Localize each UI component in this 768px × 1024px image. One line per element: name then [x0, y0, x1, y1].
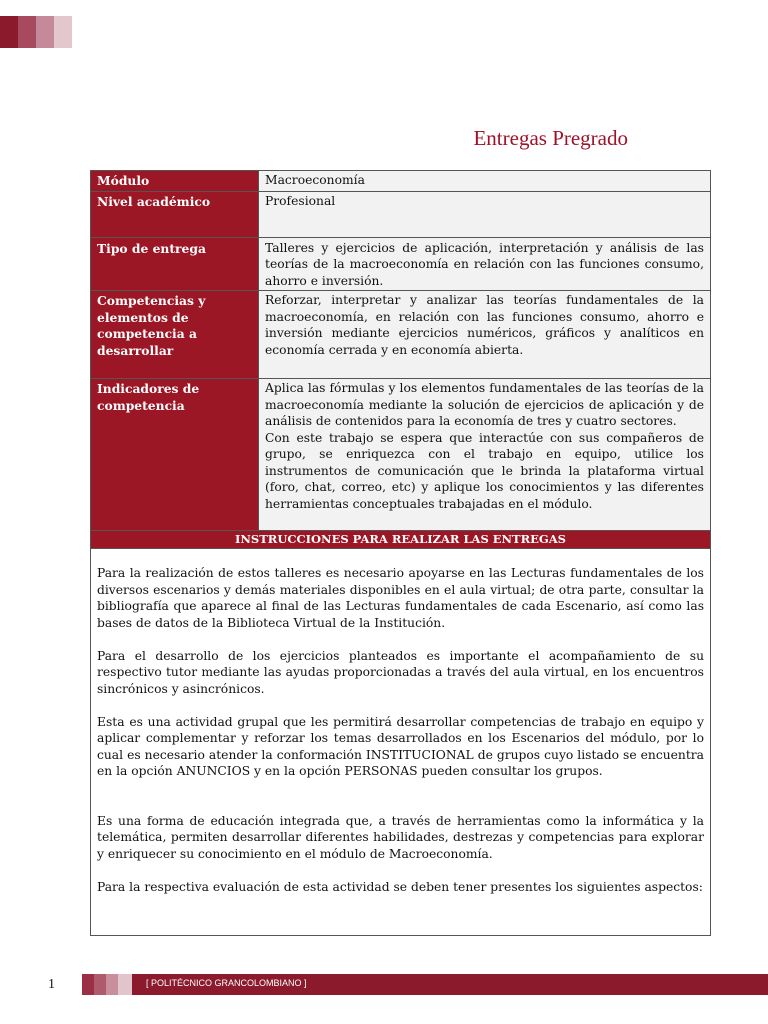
instruction-paragraph: Esta es una actividad grupal que les permitirá desarrollar competencias de trabajo en equipo y aplicar complementar y reforzar los temas desarrollados en los Escenarios del módulo, por lo cual es necesario atender la conformación INSTITUCIONAL de grupos cuyo listado se encuentra en la opción ANUNCIOS y en la opción PERSONAS pueden consultar los grupos.	[97, 714, 704, 778]
row-label-nivel: Nivel académico	[91, 191, 259, 237]
header-square-3	[36, 16, 54, 48]
row-value-tipo: Talleres y ejercicios de aplicación, interpretación y análisis de las teorías de la macroeconomía en relación con las funciones consumo, ahorro e inversión.	[259, 237, 711, 291]
row-value-indicadores	[259, 379, 711, 531]
row-value-nivel: Profesional	[259, 191, 711, 237]
indicadores-paragraph-2: Con este trabajo se espera que interactúe con sus compañeros de grupo, se enriquezca con el trabajo en equipo, utilice los instrumentos de comunicación que le brinda la plataforma virtual (foro, chat, correo, etc) y aplique los conocimientos y las diferentes herramientas conceptuales trabajadas en el módulo.	[265, 430, 704, 511]
institution-label: [ POLITÉCNICO GRANCOLOMBIANO ]	[146, 978, 307, 988]
header-square-2	[18, 16, 36, 48]
row-label-competencias: Competencias y elementos de competencia a desarrollar	[91, 291, 259, 379]
page-number: 1	[48, 977, 55, 992]
indicadores-paragraph-1: Aplica las fórmulas y los elementos fundamentales de las teorías de la macroeconomía mediante la solución de ejercicios de aplicación y de análisis de contenidos para la economía de tres y cuatro sectores.	[265, 381, 704, 428]
instructions-header-row	[91, 531, 711, 549]
row-label-tipo: Tipo de entrega	[91, 237, 259, 291]
footer-square-4	[118, 974, 132, 995]
table-row	[91, 237, 711, 291]
instructions-body-row	[91, 549, 711, 936]
footer-bar	[0, 974, 768, 995]
document-title: Entregas Pregrado	[473, 126, 628, 150]
assignment-table	[90, 170, 711, 936]
instruction-paragraph: Para la respectiva evaluación de esta actividad se deben tener presentes los siguientes aspectos:	[97, 879, 703, 894]
footer-square-1	[82, 974, 94, 995]
instructions-body	[91, 549, 711, 936]
instruction-paragraph: Es una forma de educación integrada que, a través de herramientas como la informática y la telemática, permiten desarrollar diferentes habilidades, destrezas y competencias para explorar y enriquecer su conocimiento en el módulo de Macroeconomía.	[97, 813, 704, 861]
footer-square-2	[94, 974, 106, 995]
instruction-paragraph: Para el desarrollo de los ejercicios planteados es importante el acompañamiento de su respectivo tutor mediante las ayudas proporcionadas a través del aula virtual, en los encuentros sincrónicos y asincrónicos.	[97, 648, 704, 696]
table-row	[91, 171, 711, 192]
table-row	[91, 379, 711, 531]
row-value-competencias: Reforzar, interpretar y analizar las teorías fundamentales de la macroeconomía, en relación con las funciones consumo, ahorro e inversión mediante ejercicios numéricos, gráficos y analíticos en economía cerrada y en economía abierta.	[259, 291, 711, 379]
instructions-title: INSTRUCCIONES PARA REALIZAR LAS ENTREGAS	[91, 531, 711, 549]
header-square-1	[0, 16, 18, 48]
header-decoration	[0, 16, 72, 48]
footer-square-3	[106, 974, 118, 995]
row-value-modulo: Macroeconomía	[259, 171, 711, 192]
instruction-paragraph: Para la realización de estos talleres es necesario apoyarse en las Lecturas fundamentales de los diversos escenarios y demás materiales disponibles en el aula virtual; de otra parte, consultar la bibliografía que aparece al final de las Lecturas fundamentales de cada Escenario, así como las bases de datos de la Biblioteca Virtual de la Institución.	[97, 566, 704, 630]
table-row	[91, 191, 711, 237]
row-label-modulo: Módulo	[91, 171, 259, 192]
row-label-indicadores: Indicadores de competencia	[91, 379, 259, 531]
header-square-4	[54, 16, 72, 48]
table-row	[91, 291, 711, 379]
